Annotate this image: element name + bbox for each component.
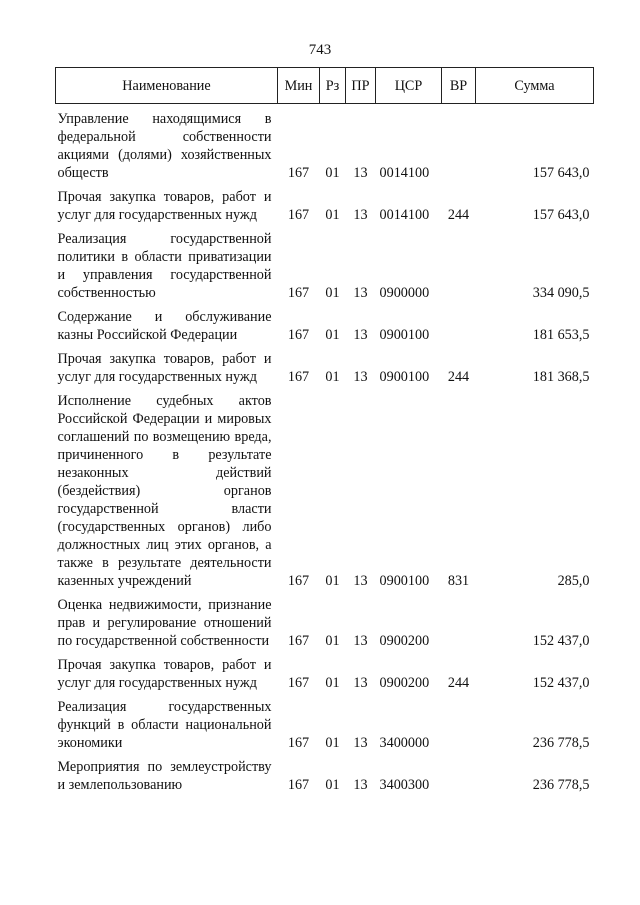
row-csr: 0900100 bbox=[379, 327, 430, 343]
row-pr: 13 bbox=[353, 327, 368, 343]
row-sum: 236 778,5 bbox=[532, 735, 590, 751]
row-rz: 01 bbox=[325, 633, 340, 649]
row-rz: 01 bbox=[325, 369, 340, 385]
header-min: Мин bbox=[278, 68, 320, 104]
row-csr: 0900000 bbox=[379, 285, 430, 301]
row-min: 167 bbox=[287, 285, 310, 301]
row-csr: 0900100 bbox=[379, 573, 430, 589]
row-rz: 01 bbox=[325, 735, 340, 751]
row-name: Исполнение судебных актов Российской Федерации и мировых соглашений по возмещению вреда, причиненного в результате незаконных действий (бездействия) органов государственной власти (государственных органов) либо должностных лиц этих органов, а также в результате деятельности казенных учреждений bbox=[57, 393, 272, 589]
row-vr bbox=[442, 230, 476, 308]
row-pr: 13 bbox=[353, 633, 368, 649]
header-name: Наименование bbox=[56, 68, 278, 104]
row-csr: 0900200 bbox=[379, 675, 430, 691]
row-vr bbox=[442, 758, 476, 800]
row-sum: 181 368,5 bbox=[532, 369, 590, 385]
row-vr bbox=[442, 308, 476, 350]
row-name: Прочая закупка товаров, работ и услуг для государственных нужд bbox=[57, 189, 272, 223]
header-sum: Сумма bbox=[476, 68, 594, 104]
row-min: 167 bbox=[287, 777, 310, 793]
row-vr: 831 bbox=[447, 573, 470, 589]
row-pr: 13 bbox=[353, 165, 368, 181]
row-name: Оценка недвижимости, признание прав и регулирование отношений по государственной собственности bbox=[57, 597, 272, 649]
row-vr bbox=[442, 596, 476, 656]
row-vr bbox=[442, 698, 476, 758]
row-sum: 152 437,0 bbox=[532, 675, 590, 691]
row-sum: 157 643,0 bbox=[532, 207, 590, 223]
row-name: Содержание и обслуживание казны Российской Федерации bbox=[57, 309, 272, 343]
row-min: 167 bbox=[287, 735, 310, 751]
row-sum: 236 778,5 bbox=[532, 777, 590, 793]
header-pr: ПР bbox=[346, 68, 376, 104]
row-rz: 01 bbox=[325, 165, 340, 181]
table-row bbox=[56, 656, 594, 698]
row-min: 167 bbox=[287, 633, 310, 649]
row-pr: 13 bbox=[353, 675, 368, 691]
table-row bbox=[56, 188, 594, 230]
row-pr: 13 bbox=[353, 573, 368, 589]
row-rz: 01 bbox=[325, 285, 340, 301]
row-name: Прочая закупка товаров, работ и услуг для государственных нужд bbox=[57, 657, 272, 691]
row-sum: 181 653,5 bbox=[532, 327, 590, 343]
row-sum: 334 090,5 bbox=[532, 285, 590, 301]
row-csr: 0014100 bbox=[379, 207, 430, 223]
row-pr: 13 bbox=[353, 735, 368, 751]
table-row bbox=[56, 596, 594, 656]
row-name: Реализация государственной политики в области приватизации и управления государственной собственностью bbox=[57, 231, 272, 301]
table-body bbox=[56, 104, 594, 801]
table-row bbox=[56, 392, 594, 596]
row-sum: 157 643,0 bbox=[532, 165, 590, 181]
row-pr: 13 bbox=[353, 285, 368, 301]
row-min: 167 bbox=[287, 165, 310, 181]
table-header bbox=[56, 68, 594, 104]
row-name: Управление находящимися в федеральной собственности акциями (долями) хозяйственных обществ bbox=[57, 111, 272, 181]
row-name: Прочая закупка товаров, работ и услуг для государственных нужд bbox=[57, 351, 272, 385]
row-rz: 01 bbox=[325, 573, 340, 589]
row-vr: 244 bbox=[447, 369, 470, 385]
table-row bbox=[56, 308, 594, 350]
row-vr: 244 bbox=[447, 207, 470, 223]
row-vr: 244 bbox=[447, 675, 470, 691]
row-min: 167 bbox=[287, 327, 310, 343]
row-rz: 01 bbox=[325, 207, 340, 223]
header-rz: Рз bbox=[320, 68, 346, 104]
row-pr: 13 bbox=[353, 207, 368, 223]
row-name: Реализация государственных функций в области национальной экономики bbox=[57, 699, 272, 751]
row-rz: 01 bbox=[325, 675, 340, 691]
table-row bbox=[56, 230, 594, 308]
row-csr: 3400000 bbox=[379, 735, 430, 751]
budget-table bbox=[55, 67, 594, 800]
row-min: 167 bbox=[287, 369, 310, 385]
row-pr: 13 bbox=[353, 369, 368, 385]
table-row bbox=[56, 104, 594, 189]
row-rz: 01 bbox=[325, 777, 340, 793]
row-min: 167 bbox=[287, 573, 310, 589]
row-rz: 01 bbox=[325, 327, 340, 343]
row-min: 167 bbox=[287, 207, 310, 223]
row-csr: 0900200 bbox=[379, 633, 430, 649]
row-csr: 0900100 bbox=[379, 369, 430, 385]
table-row bbox=[56, 698, 594, 758]
row-sum: 152 437,0 bbox=[532, 633, 590, 649]
row-csr: 3400300 bbox=[379, 777, 430, 793]
row-min: 167 bbox=[287, 675, 310, 691]
row-csr: 0014100 bbox=[379, 165, 430, 181]
header-vr: ВР bbox=[442, 68, 476, 104]
row-pr: 13 bbox=[353, 777, 368, 793]
row-sum: 285,0 bbox=[557, 573, 590, 589]
row-name: Мероприятия по землеустройству и землепользованию bbox=[57, 759, 272, 793]
table-row bbox=[56, 350, 594, 392]
row-vr bbox=[442, 104, 476, 189]
page-number: 743 bbox=[308, 42, 332, 58]
header-csr: ЦСР bbox=[376, 68, 442, 104]
table-row bbox=[56, 758, 594, 800]
